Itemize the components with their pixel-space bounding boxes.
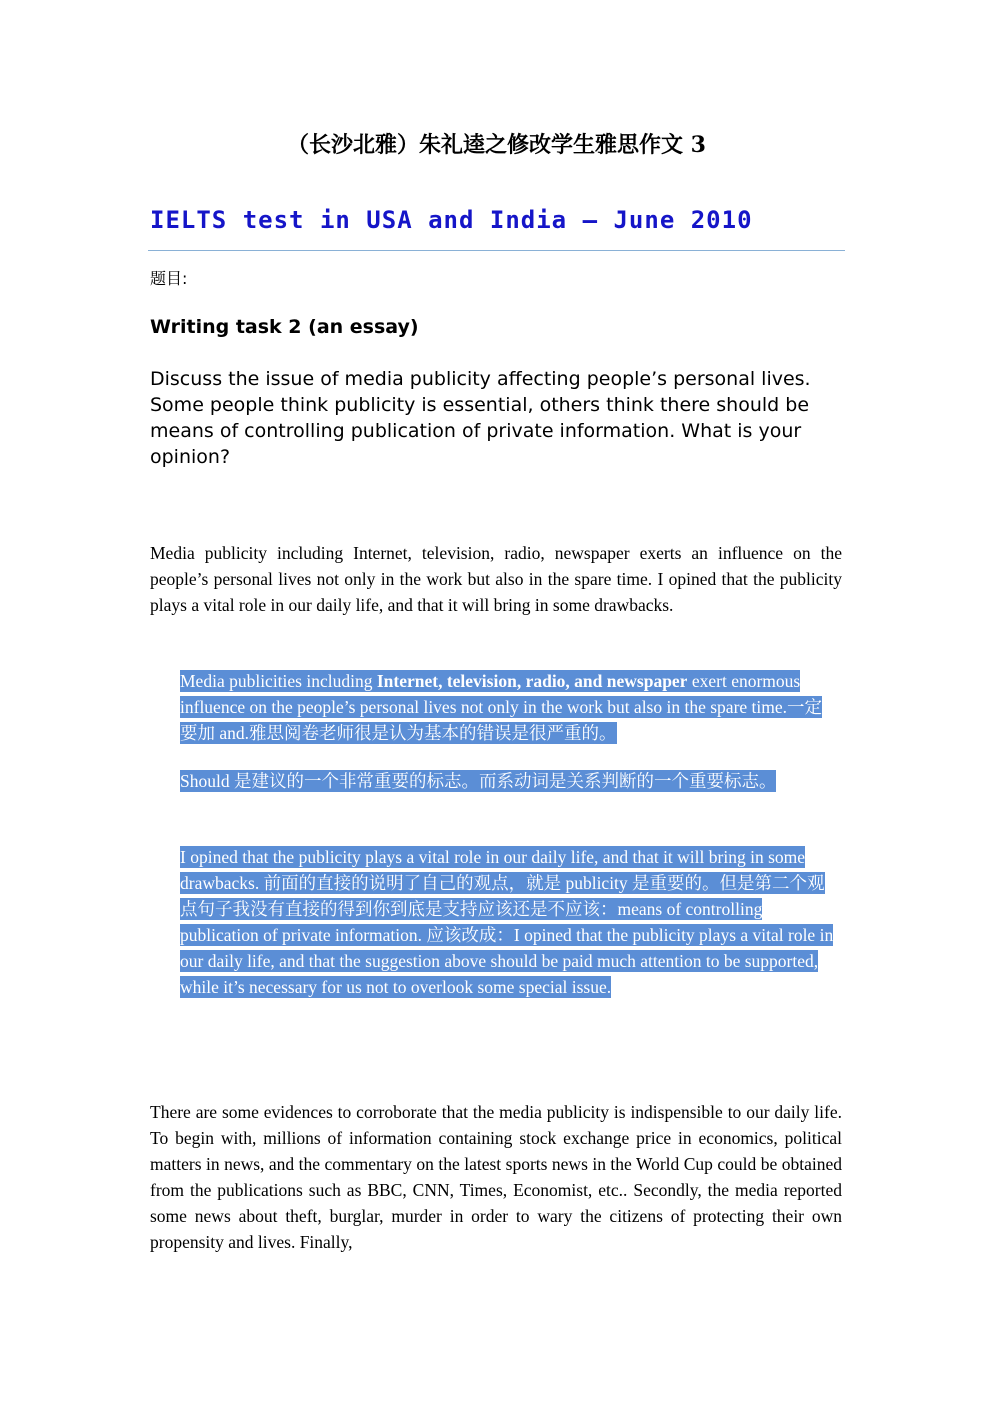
teacher-comment-2 [180, 768, 838, 794]
essay-paragraph-2: There are some evidences to corroborate that the media publicity is indispensible to our daily life. To begin with, millions of information containing stock exchange price in economics, political matters in news, and the commentary on the latest sports news in the World Cup could be obtained from the publications such as BBC, CNN, Times, Economist, etc.. Secondly, the media reported some news about theft, burglar, murder in order to wary the citizens of protecting their own propensity and lives. Finally, [150, 1102, 842, 1252]
teacher-comment-1 [180, 668, 838, 746]
comment-1-bold-text: Internet, television, radio, and newspaper [376, 671, 688, 691]
heading-divider [148, 250, 845, 251]
essay-prompt: Discuss the issue of media publicity affecting people’s personal lives. Some people think publicity is essential, others think there should be means of controlling publication of private information. What is your opinion? [150, 368, 811, 468]
essay-paragraph-1: Media publicity including Internet, television, radio, newspaper exerts an influence on the people’s personal lives not only in the work but also in the spare time. I opined that the publicity plays a vital role in our daily life, and that it will bring in some drawbacks. [150, 543, 842, 615]
comment-1-text-c: exert enormous influence on the people’s personal lives not only in the work but also in the spare time.一定要加 and.雅思阅卷老师很是认为基本的错误是很严重的。 [180, 671, 823, 743]
comment-2-text: Should 是建议的一个非常重要的标志。而系动词是关系判断的一个重要标志。 [180, 771, 777, 791]
document-title: （长沙北雅）朱礼逵之修改学生雅思作文 3 [287, 132, 706, 158]
essay-heading: IELTS test in USA and India – June 2010 [150, 206, 753, 234]
task-heading: Writing task 2 (an essay) [150, 316, 419, 338]
topic-label: 题目: [150, 269, 188, 288]
teacher-comment-3 [180, 844, 838, 1000]
comment-3-text: I opined that the publicity plays a vital role in our daily life, and that it will bring in some drawbacks. 前面的直接的说明了自己的观点，就是 publicity 是重要的。但是第二个观点句子我没有直接的得到你到底是支持应该还是不应该：means of controlling publication of private information. 应该改成：I opined that the publicity plays a vital role in our daily life, and that the suggestion above should be paid much attention to be supported, while it’s necessary for us not to overlook some special issue. [180, 847, 834, 997]
comment-1-text-a: Media publicities including [180, 671, 377, 691]
